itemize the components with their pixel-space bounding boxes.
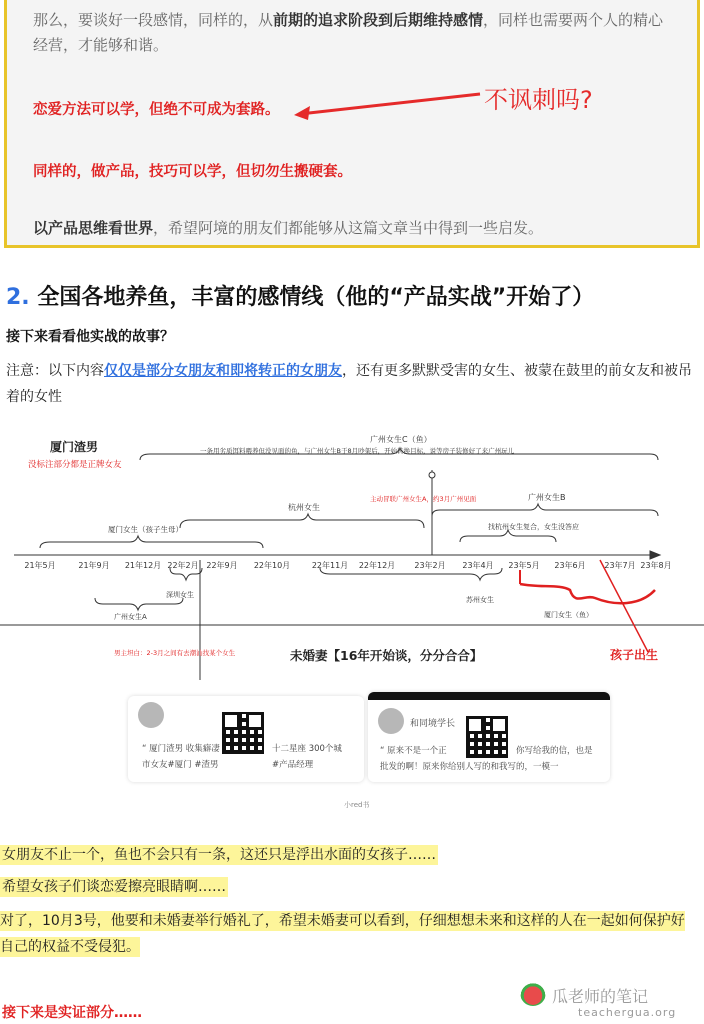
timeline-tick-label: 23年6月 (554, 561, 586, 570)
quote-text: 经营，才能够和谐。 (33, 36, 169, 54)
label-xm-child: 厦门女生（孩子生母） (108, 525, 183, 534)
quote-text: 那么，要谈好一段感情，同样的，从 (33, 11, 274, 29)
watermark-url: teachergua.org (578, 1006, 677, 1019)
avatar (138, 702, 164, 728)
label-fiance: 未婚妻【16年开始谈，分分合合】 (290, 648, 483, 663)
quote-paragraph-2 (33, 216, 543, 241)
highlight-text: 对了，10月3号，他要和未婚妻举行婚礼了，希望未婚妻可以看到，仔细想想未来和这样的人在一起如何保护好自己的权益不受侵犯。 (0, 913, 685, 955)
quote-red-line-2: 同样的，做产品，技巧可以学，但切勿生搬硬套。 (33, 164, 352, 180)
section-heading (6, 280, 594, 311)
timeline-tick-label: 21年12月 (124, 561, 162, 570)
label-hangzhou: 杭州女生 (288, 503, 320, 512)
left-post-card (128, 696, 364, 782)
timeline-tick-label: 23年4月 (462, 561, 494, 570)
label-fiance-note: 男主坦白：2-3月之间有去潮汕找某个女生 (114, 649, 236, 657)
qr-code (220, 710, 266, 756)
label-child-born: 孩子出生 (610, 648, 659, 662)
highlight-paragraph-1 (0, 842, 438, 868)
timeline-tick-label: 22年10月 (253, 561, 291, 570)
timeline-tick-label: 22年12月 (358, 561, 396, 570)
section-title: 全国各地养鱼，丰富的感情线（他的“产品实战”开始了） (37, 285, 595, 310)
notice-text: ，还有更多默默受害的女生、被蒙在鼓里的前女友和被吊着的女性 (6, 363, 692, 405)
label-shenzhen: 深圳女生 (166, 591, 194, 599)
watermelon-logo-icon (520, 980, 546, 1006)
timeline-tick-label: 23年5月 (508, 561, 540, 570)
timeline-tick-label: 22年11月 (311, 561, 349, 570)
card-header-bar (368, 692, 610, 700)
quote-text: ，同样也需要两个人的精心 (483, 11, 664, 29)
timeline-tick-label: 21年9月 (78, 561, 110, 570)
post-text: 你写给我的信，也是 (516, 746, 593, 756)
quote-text: ，希望阿境的朋友们都能够从这篇文章当中得到一些启发。 (153, 219, 544, 237)
notice-text: 注意：以下内容 (6, 363, 104, 379)
label-gz-a: 广州女生A (114, 613, 147, 621)
highlight-text: 女朋友不止一个，鱼也不会只有一条，这还只是浮出水面的女孩子…… (2, 847, 436, 863)
quote-bold-text: 前期的追求阶段到后期维持感情 (273, 11, 484, 29)
avatar (378, 708, 404, 734)
annotation-arrow (290, 86, 490, 126)
post-text: “ 厦门渣男 收集癖凄 (142, 744, 220, 754)
timeline-title: 厦门渣男 (50, 440, 99, 454)
timeline-tick-label: 23年8月 (640, 561, 672, 570)
label-gz-c: 广州女生C（鱼） (370, 435, 432, 444)
quote-red-line-1: 恋爱方法可以学，但绝不可成为套路。 (33, 102, 280, 118)
post-text: 批发的啊！原来你给别人写的和我写的，一模一 (380, 762, 559, 772)
timeline-tick-label: 22年2月 (167, 561, 199, 570)
timeline-tick-label: 23年7月 (604, 561, 636, 570)
label-hz-reunion: 找杭州女生复合，女生没答应 (488, 523, 579, 531)
right-post-card (368, 692, 610, 782)
annotation-text: 不讽刺吗? (484, 86, 593, 114)
watermark-name: 瓜老师的笔记 (552, 987, 649, 1006)
post-text: #产品经理 (272, 760, 314, 770)
section-subheading: 接下来看看他实战的故事？ (6, 329, 174, 345)
label-gz-c-desc: 一条用劣质饵料喂养但没见面的鱼，与广州女生B于8月吵架后，开始转换目标，说等房子装修好了来广州玩儿 (200, 447, 515, 455)
highlight-paragraph-2 (0, 874, 228, 900)
post-text: 十二星座 300个城 (272, 744, 342, 754)
post-text: 市女友#厦门 #渣男 (142, 760, 219, 770)
label-gz-b: 广州女生B (528, 493, 566, 502)
timeline-note: 没标注部分都是正牌女友 (28, 460, 122, 470)
label-suzhou: 苏州女生 (466, 596, 494, 604)
timeline-diagram (0, 420, 704, 680)
section-number: 2. (6, 285, 30, 310)
timeline-tick-label: 23年2月 (414, 561, 446, 570)
label-xm-fish: 厦门女生（鱼） (544, 611, 593, 619)
highlight-paragraph-3 (0, 908, 698, 960)
next-section-label: 接下来是实证部分…… (2, 1005, 142, 1021)
image-credit: 小red书 (344, 801, 370, 809)
post-text: “ 原来不是一个正 (380, 746, 447, 756)
qr-code (464, 714, 510, 760)
quote-bold-text: 以产品思维看世界 (33, 219, 154, 237)
notice-paragraph (6, 358, 698, 410)
timeline-tick-label: 22年9月 (206, 561, 238, 570)
quote-paragraph-1 (33, 8, 663, 58)
label-gz-a-note: 主动冒联广州女生A，约3月广州见面 (370, 495, 477, 503)
post-author: 和同境学长 (410, 719, 456, 729)
highlight-text: 希望女孩子们谈恋爱擦亮眼睛啊…… (2, 879, 226, 895)
notice-link[interactable]: 仅仅是部分女朋友和即将转正的女朋友 (104, 363, 342, 379)
timeline-tick-label: 21年5月 (24, 561, 56, 570)
